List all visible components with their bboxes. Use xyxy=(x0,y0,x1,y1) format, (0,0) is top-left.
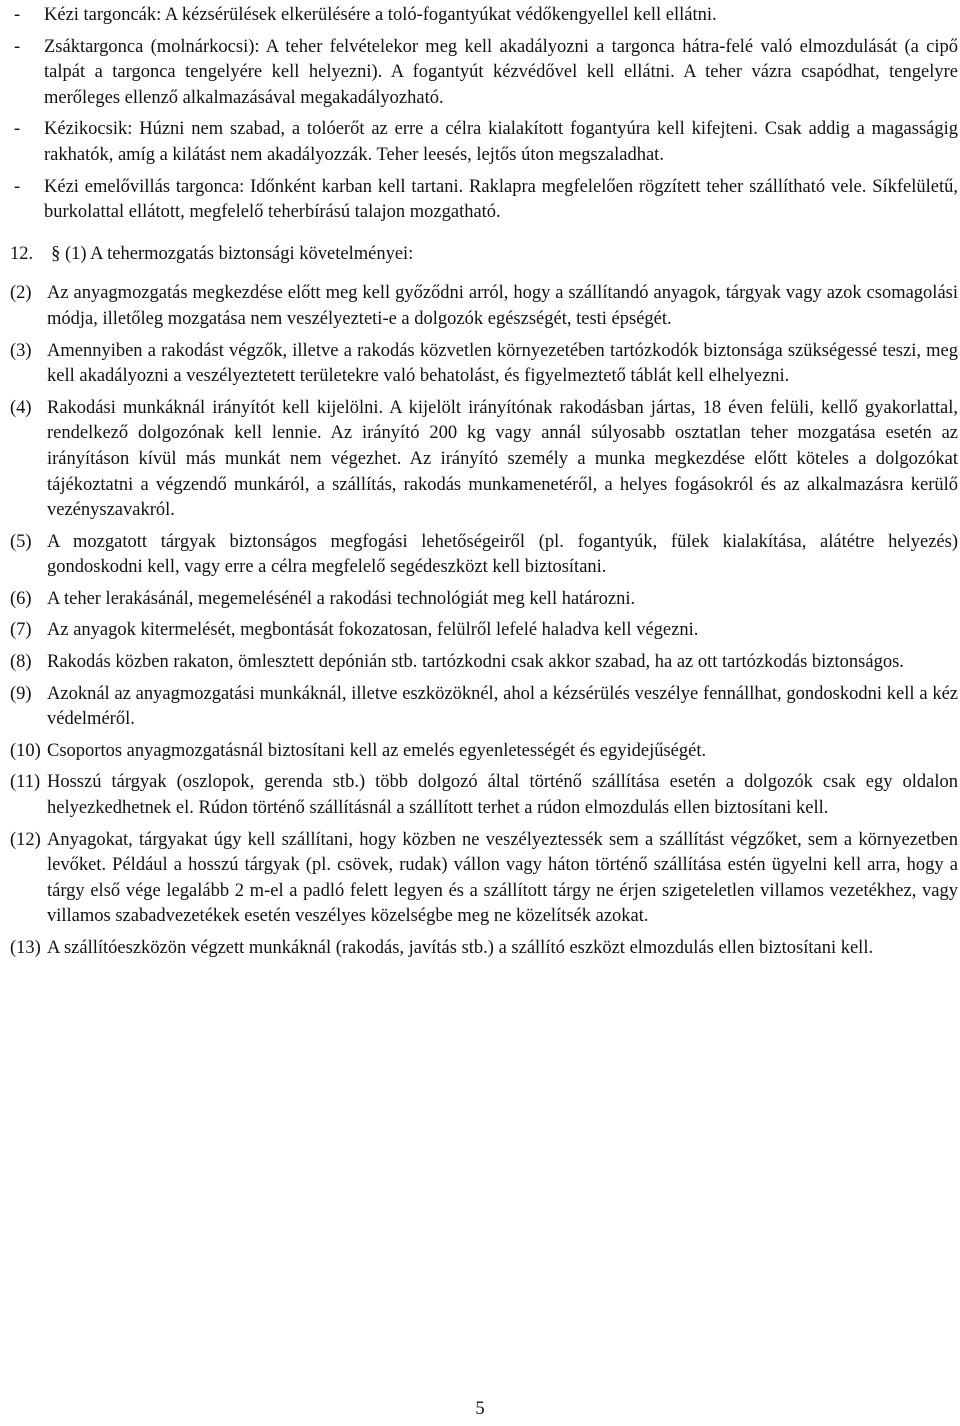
bullet-emelovillas-targonca xyxy=(10,175,958,226)
paragraph-text: Azoknál az anyagmozgatási munkáknál, illetve eszközöknél, ahol a kézsérülés veszélye fennállhat, gondoskodni kell a kéz védelméről. xyxy=(47,683,958,730)
paragraph-number: (7) xyxy=(10,620,32,641)
paragraph-number: (13) xyxy=(10,938,41,958)
paragraph-number: (4) xyxy=(10,397,32,418)
paragraph-text: A szállítóeszközön végzett munkáknál (rakodás, javítás stb.) a szállító eszközt elmozdulás ellen biztosítani kell. xyxy=(47,938,874,958)
paragraph-number: (5) xyxy=(10,531,32,552)
paragraph-9 xyxy=(10,682,958,733)
section-number: 12. xyxy=(10,243,34,264)
bullet-text: Zsáktargonca (molnárkocsi): A teher felvételekor meg kell akadályozni a targonca hátra-felé való elmozdulását (a cipő talpát a targonca tengelyére kell helyezni). A fogantyút kézvédővel kell ellátni. A teher vázra csapódhat, tengelyre merőleges ellenző alkalmazásával megakadályozható. xyxy=(44,36,958,108)
page-number: 5 xyxy=(475,1399,485,1419)
paragraph-number: (12) xyxy=(10,829,41,850)
paragraph-number: (10) xyxy=(10,740,41,761)
paragraph-text: Amennyiben a rakodást végzők, illetve a rakodás közvetlen környezetében tartózkodók biztonsága szükségessé teszi, meg kell akadályozni a veszélyeztetett területekre való behatolást, és figyelmeztető táblát kell elhelyezni. xyxy=(47,340,958,387)
paragraph-5 xyxy=(10,530,958,581)
paragraph-text: Rakodás közben rakaton, ömlesztett depónián stb. tartózkodni csak akkor szabad, ha az ott tartózkodás biztonságos. xyxy=(47,652,904,673)
paragraph-number: (6) xyxy=(10,588,32,609)
bullet-kezikocsik xyxy=(10,117,958,168)
bullet-kezi-targoncak xyxy=(10,3,958,29)
paragraph-number: (2) xyxy=(10,283,32,304)
paragraph-text: A teher lerakásánál, megemelésénél a rakodási technológiát meg kell határozni. xyxy=(47,588,636,609)
paragraph-13 xyxy=(10,936,958,962)
paragraph-text: Rakodási munkáknál irányítót kell kijelölni. A kijelölt irányítónak rakodásban jártas, 18 éven felüli, kellő gyakorlattal, rendelkező dolgozónak kell lennie. Az irányító 200 kg vagy annál súlyosabb osztatlan teher mozgatása esetén az irányításon kívül más munkát nem végezhet. Az irányító személy a munka megkezdése előtt köteles a dolgozókat tájékoztatni a végzendő munkáról, a szállítás, rakodás munkamenetéről, a helyes fogásokról és az alkalmazásra kerülő vezényszavakról. xyxy=(47,397,958,521)
paragraph-text: Az anyagok kitermelését, megbontását fokozatosan, felülről lefelé haladva kell végezni. xyxy=(47,620,699,641)
paragraph-text: Csoportos anyagmozgatásnál biztosítani kell az emelés egyenletességét és egyidejűségét. xyxy=(47,740,707,761)
paragraph-number: (8) xyxy=(10,652,32,673)
section-title: § (1) A tehermozgatás biztonsági követelményei: xyxy=(51,243,414,264)
paragraph-8 xyxy=(10,650,958,676)
bullet-text: Kézikocsik: Húzni nem szabad, a tolóerőt az erre a célra kialakított fogantyúra kell kifejteni. Csak addig a magasságig rakhatók, amíg a kilátást nem akadályozzák. Teher leesés, lejtős úton megszaladhat. xyxy=(44,119,958,165)
bullet-dash: - xyxy=(14,119,21,140)
paragraph-6 xyxy=(10,587,958,613)
paragraph-12 xyxy=(10,828,958,930)
bullet-dash: - xyxy=(14,5,21,25)
bullet-text: Kézi targoncák: A kézsérülések elkerülésére a toló-fogantyúkat védőkengyellel kell ellátni. xyxy=(44,5,717,25)
paragraph-text: Anyagokat, tárgyakat úgy kell szállítani, hogy közben ne veszélyeztessék sem a szállítást végzőket, sem a környezetben levőket. Például a hosszú tárgyak (pl. csövek, rudak) vállon vagy háton történő szállítása estén ügyelni kell arra, hogy a tárgy első vége legalább 2 m-el a padló felett legyen és a szállított tárgy ne érjen szigeteletlen villamos vezetékhez, vagy villamos szabadvezetékek esetén veszélyes közelségbe meg ne közelítsék azokat. xyxy=(47,829,958,927)
paragraph-3 xyxy=(10,339,958,390)
paragraph-text: Hosszú tárgyak (oszlopok, gerenda stb.) több dolgozó által történő szállítása esetén a dolgozók csak egy oldalon helyezkedhetnek el. Rúdon történő szállításnál a szállított terhet a rúdon elmozdulás ellen biztosítani kell. xyxy=(47,772,958,819)
paragraph-number: (11) xyxy=(10,772,41,793)
paragraph-text: A mozgatott tárgyak biztonságos megfogási lehetőségeiről (pl. fogantyúk, fülek kialakítása, alátétre helyezés) gondoskodni kell, vagy erre a célra megfelelő segédeszközt kell biztosítani. xyxy=(47,531,958,578)
paragraph-number: (3) xyxy=(10,340,32,361)
paragraph-11 xyxy=(10,770,958,821)
bullet-zsaktargonca xyxy=(10,35,958,112)
bullet-dash: - xyxy=(14,36,21,57)
section-heading xyxy=(10,242,958,268)
paragraph-text: Az anyagmozgatás megkezdése előtt meg kell győződni arról, hogy a szállítandó anyagok, tárgyak vagy azok csomagolási módja, illetőleg mozgatása nem veszélyezteti-e a dolgozók egészségét, testi épségét. xyxy=(47,283,958,329)
document-page xyxy=(10,3,958,968)
bullet-dash: - xyxy=(14,176,21,197)
paragraph-7 xyxy=(10,618,958,644)
paragraph-4 xyxy=(10,396,958,524)
bullet-text: Kézi emelővillás targonca: Időnként karban kell tartani. Raklapra megfelelően rögzített teher szállítható vele. Síkfelületű, burkolattal ellátott, megfelelő teherbírású talajon mozgatható. xyxy=(44,176,958,223)
paragraph-number: (9) xyxy=(10,683,32,704)
paragraph-2 xyxy=(10,281,958,332)
paragraph-10 xyxy=(10,739,958,765)
